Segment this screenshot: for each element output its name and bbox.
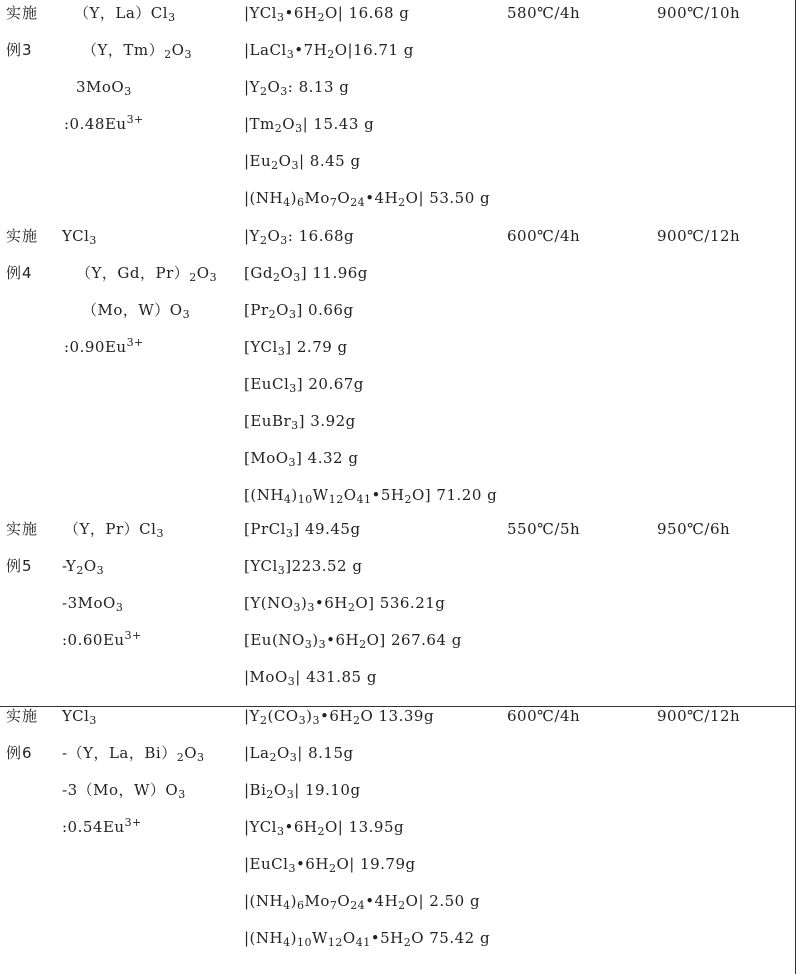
reagent-line: $[Pr_2O_3]$ 0.66g <box>244 301 354 321</box>
reagent-line: $|YCl_3•6H_2O|$ 16.68 g <box>244 4 410 24</box>
formula-line: 3MoO$_3$ <box>76 78 132 98</box>
sinter-condition: 950℃/6h <box>657 520 731 538</box>
formula-line: （Y，Gd，$Pr)_2O_3$ <box>76 264 218 284</box>
formula-line: -3MoO$_3$ <box>62 594 124 614</box>
reagent-line: $|Y_2O_3$: 16.68g <box>244 227 355 247</box>
example-number: 例4 <box>6 264 33 282</box>
formula-line: $:0.54Eu^{3+}$ <box>62 816 142 836</box>
example-label: 实施 <box>6 227 39 245</box>
reagent-line: $|Bi_2O_3|$ 19.10g <box>244 781 361 801</box>
example-label: 实施 <box>6 4 39 22</box>
reagent-line: $|Eu_2O_3|$ 8.45 g <box>244 152 361 172</box>
reagent-line: $|LaCl_3•7H_2O|16.71$ g <box>244 41 414 61</box>
reagent-line: [YCl$_3$]223.52 g <box>244 557 363 577</box>
reagent-line: [EuCl$_3$] 20.67g <box>244 375 364 395</box>
formula-line: YCl$_3$ <box>62 707 97 727</box>
formula-line: -（Y，La，$Bi)_2O_3$ <box>62 744 205 764</box>
reagent-line: |MoO$_3$| 431.85 g <box>244 668 377 688</box>
table-right-border <box>795 0 796 974</box>
formula-line: -3（Mo，$W)O_3$ <box>62 781 186 801</box>
reagent-line: $|Tm_2O_3|$ 15.43 g <box>244 115 375 135</box>
reagent-line: $[Eu(NO_3)_3•6H_2O]$ 267.64 g <box>244 631 462 651</box>
reagent-line: $|(NH_4)_6Mo_7O_{24}•4H_2O|$ 2.50 g <box>244 892 481 912</box>
sinter-condition: 900℃/12h <box>657 707 741 725</box>
reagent-line: [MoO$_3$] 4.32 g <box>244 449 359 469</box>
example-number: 例5 <box>6 557 33 575</box>
formula-line: （Mo，$W)O_3$ <box>82 301 191 321</box>
formula-line: （Y，$Pr)Cl_3$ <box>64 520 164 540</box>
presinter-condition: 580℃/4h <box>507 4 581 22</box>
example-label: 实施 <box>6 707 39 725</box>
reagent-line: [EuBr$_3$] 3.92g <box>244 412 356 432</box>
presinter-condition: 550℃/5h <box>507 520 581 538</box>
reagent-line: $|Y_2O_3$: 8.13 g <box>244 78 350 98</box>
presinter-condition: 600℃/4h <box>507 227 581 245</box>
presinter-condition: 600℃/4h <box>507 707 581 725</box>
reagent-line: $|EuCl_3•6H_2O|$ 19.79g <box>244 855 416 875</box>
reagent-line: $|YCl_3•6H_2O|$ 13.95g <box>244 818 405 838</box>
formula-line: （Y，$Tm)_2O_3$ <box>82 41 192 61</box>
reagent-line: $|La_2O_3|$ 8.15g <box>244 744 354 764</box>
sinter-condition: 900℃/10h <box>657 4 741 22</box>
example-number: 例3 <box>6 41 33 59</box>
formula-line: YCl$_3$ <box>62 227 97 247</box>
reagent-line: $[Y(NO_3)_3•6H_2O]$ 536.21g <box>244 594 446 614</box>
sinter-condition: 900℃/12h <box>657 227 741 245</box>
formula-line: $:0.60Eu^{3+}$ <box>62 629 142 649</box>
formula-line: （Y，$La)Cl_3$ <box>74 4 176 24</box>
reagent-line: [PrCl$_3$] 49.45g <box>244 520 361 540</box>
example-label: 实施 <box>6 520 39 538</box>
reagent-line: $|Y_2(CO_3)_3•6H_2O$ 13.39g <box>244 707 435 727</box>
reagent-line: $|(NH_4)_6Mo_7O_{24}•4H_2O|$ 53.50 g <box>244 189 491 209</box>
reagent-line: [YCl$_3$] 2.79 g <box>244 338 348 358</box>
reagent-line: $|(NH_4)_{10}W_{12}O_{41}•5H_2O$ 75.42 g <box>244 929 491 949</box>
reagent-line: $[Gd_2O_3]$ 11.96g <box>244 264 368 284</box>
formula-line: $:0.90Eu^{3+}$ <box>64 336 144 356</box>
formula-line: $-Y_2O_3$ <box>62 557 105 577</box>
example-number: 例6 <box>6 744 33 762</box>
reagent-line: $[(NH_4)_{10}W_{12}O_{41}•5H_2O]$ 71.20 g <box>244 486 498 506</box>
formula-line: $:0.48Eu^{3+}$ <box>64 113 144 133</box>
